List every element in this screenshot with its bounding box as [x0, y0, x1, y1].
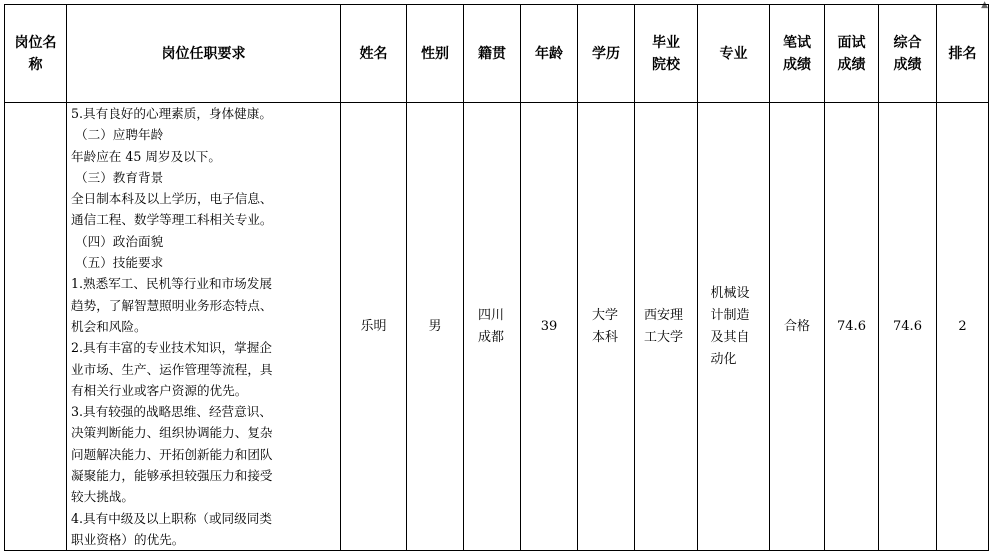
header-native-place: 籍贯 — [464, 5, 521, 103]
requirement-line: （五）技能要求 — [75, 255, 164, 271]
requirement-line: 职业资格）的优先。 — [71, 531, 185, 547]
requirement-line: 全日制本科及以上学历，电子信息、 — [71, 191, 273, 207]
header-rank: 排名 — [937, 5, 989, 103]
header-row — [5, 5, 989, 103]
cell-written-score: 合格 — [770, 103, 825, 551]
header-interview-score: 面试成绩 — [825, 5, 879, 103]
cell-position-name — [5, 103, 67, 551]
requirement-line: 有相关行业或客户资源的优先。 — [71, 382, 248, 398]
requirement-line: 问题解决能力、开拓创新能力和团队 — [71, 446, 273, 462]
cell-education: 大学本科 — [578, 103, 635, 551]
cell-interview-score: 74.6 — [825, 103, 879, 551]
requirement-line: 业市场、生产、运作管理等流程，具 — [71, 361, 273, 377]
cell-composite-score: 74.6 — [879, 103, 937, 551]
header-composite-score: 综合成绩 — [879, 5, 937, 103]
requirement-line: （二）应聘年龄 — [75, 127, 164, 143]
cell-major: 机械设计制造及其自动化 — [698, 103, 770, 551]
requirement-line: 通信工程、数学等理工科相关专业。 — [71, 212, 273, 228]
header-major: 专业 — [698, 5, 770, 103]
cell-native-place: 四川成都 — [464, 103, 521, 551]
table-row — [5, 103, 989, 551]
cell-age: 39 — [521, 103, 578, 551]
cell-rank: 2 — [937, 103, 989, 551]
requirement-line: 2.具有丰富的专业技术知识，掌握企 — [71, 340, 272, 356]
cell-requirements — [67, 103, 341, 551]
requirement-line: 机会和风险。 — [71, 318, 147, 334]
cell-graduate-school: 西安理工大学 — [635, 103, 698, 551]
requirement-line: 决策判断能力、组织协调能力、复杂 — [71, 425, 273, 441]
scroll-up-arrow-icon[interactable]: ▲ — [981, 0, 988, 10]
header-age: 年龄 — [521, 5, 578, 103]
requirement-line: （四）政治面貌 — [75, 233, 164, 249]
requirement-line: 1.熟悉军工、民机等行业和市场发展 — [71, 276, 272, 292]
candidate-table — [4, 4, 989, 551]
requirement-line: （三）教育背景 — [75, 169, 164, 185]
header-written-score: 笔试成绩 — [770, 5, 825, 103]
header-position-name: 岗位名称 — [5, 5, 67, 103]
header-graduate-school: 毕业院校 — [635, 5, 698, 103]
requirement-line: 年龄应在 45 周岁及以下。 — [71, 148, 221, 164]
cell-gender: 男 — [407, 103, 464, 551]
header-education: 学历 — [578, 5, 635, 103]
header-gender: 性别 — [407, 5, 464, 103]
header-name: 姓名 — [341, 5, 407, 103]
requirement-line: 凝聚能力，能够承担较强压力和接受 — [71, 468, 273, 484]
cell-name: 乐明 — [341, 103, 407, 551]
requirement-line: 3.具有较强的战略思维、经营意识、 — [71, 404, 272, 420]
header-requirements: 岗位任职要求 — [67, 5, 341, 103]
requirement-line: 较大挑战。 — [71, 489, 134, 505]
requirement-line: 4.具有中级及以上职称（或同级同类 — [71, 510, 272, 526]
requirement-line: 趋势，了解智慧照明业务形态特点、 — [71, 297, 273, 313]
requirement-line: 5.具有良好的心理素质，身体健康。 — [71, 106, 272, 121]
